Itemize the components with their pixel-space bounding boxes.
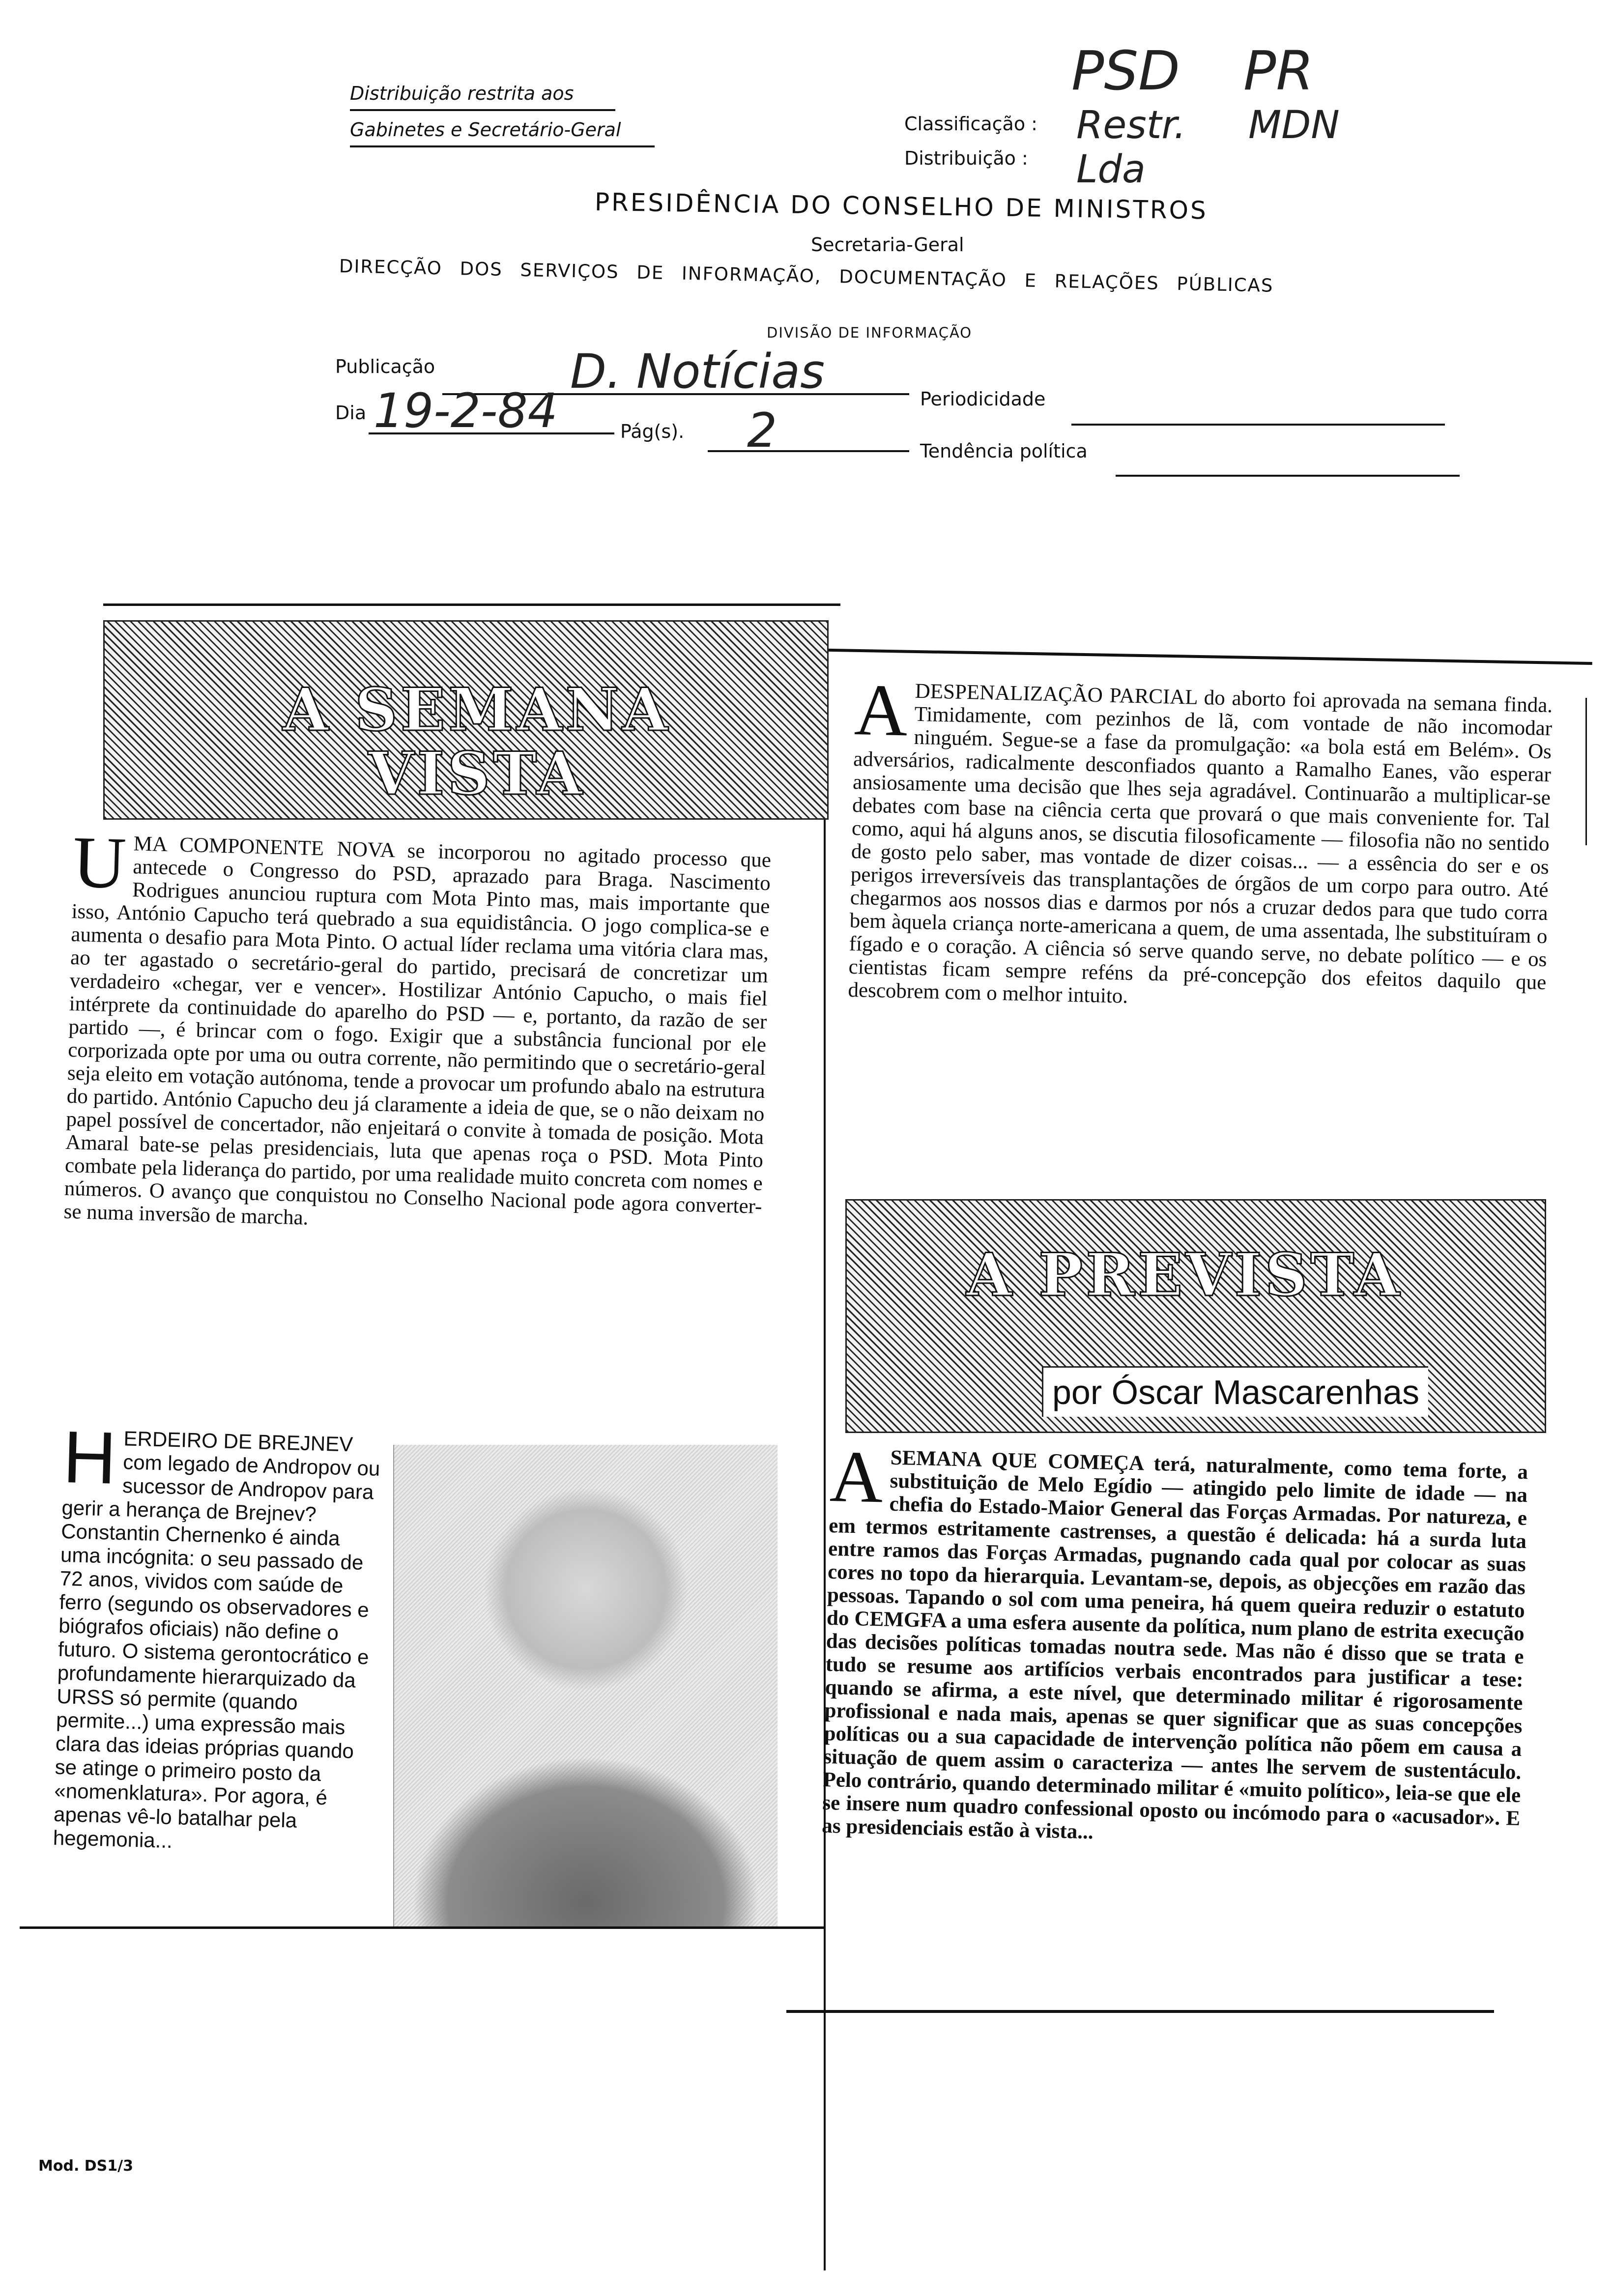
dia-label: Dia: [335, 402, 367, 424]
divisao-informacao: DIVISÃO DE INFORMAÇÃO: [767, 324, 973, 341]
article-despenalizacao-text: DESPENALIZAÇÃO PARCIAL do aborto foi aprovada na semana finda. Timidamente, com pezinhos de lã, com vontade de não incomodar ninguém. Segue-se a fase da promulgação: «a bola está em Belém». Os adversários, radicalmente desconfiados quanto a Ramalho Eanes, vão esperar ansiosamente uma decisão que lhes seja agradável. Continuarão a multiplicar-se debates com base na ciência certa que provará o que mais conveniente for. Tal como, aqui há alguns anos, se discutia filosoficamente — filosofia não no sentido de gosto pelo saber, mas vontade de dizer coisas... — a essência do ser e os perigos irreversíveis das transplantações de órgãos de um corpo para outro. Até chegarmos aos nossos dias e darmos por nós a cruzar dedos para que tudo corra bem àquela criança norte-americana a quem, de uma assentada, lhe substituíram o fígado e o coração. A ciência só serve quando serve, no debate político — e os cientistas ficam sempre reféns da pré-concepção dos efeitos daquilo que descobrem com o melhor intuito.: [848, 679, 1553, 1008]
distribution-line-1: Distribuição restrita aos: [350, 83, 574, 104]
clipping-top-rule-right: [777, 648, 1592, 665]
right-bottom-rule: [786, 2010, 1494, 2013]
article-cemgfa: [821, 1435, 1528, 1853]
article-psd-text: MA COMPONENTE NOVA se incorporou no agitado processo que antecede o Congresso do PSD, aprazado para Braga. Nascimento Rodrigues anunciou ruptura com Mota Pinto mas, mais importante que isso, António Capucho terá quebrado a sua equidistância. O jogo complica-se e aumenta o desafio para Mota Pinto. O actual líder reclama uma vitória clara mas, ao ter agastado o secretário-geral do partido, precisará de concretizar um verdadeiro «chegar, ver e vencer». Hostilizar António Capucho, o mais fiel intérprete da continuidade do aparelho do PSD — e, portanto, da razão de ser partido —, é brincar com o fogo. Exigir que a substância funcional por ele corporizada opte por uma ou outra corrente, não permitindo que o secretário-geral seja eleito em votação autónoma, tende a provocar um profundo abalo na estrutura do partido. António Capucho deu já claramente a ideia de que, se o não deixam no papel possível de concertador, não enjeitará o convite à tomada de posição. Mota Amaral bate-se pelas presidenciais, luta que apenas roça o PSD. Mota Pinto combate pela liderança do partido, por uma realidade muito concreta com nomes e números. O avanço que conquistou no Conselho Nacional pode agora converter-se numa inversão de marcha.: [63, 832, 772, 1230]
article-chernenko: [53, 1415, 388, 1858]
classificacao-label: Classificação :: [904, 113, 1037, 135]
article-cemgfa-dropcap: A: [829, 1435, 884, 1519]
form-code: Mod. DS1/3: [38, 2157, 133, 2175]
secretaria-geral: Secretaria-Geral: [811, 234, 964, 256]
article-cemgfa-text: SEMANA QUE COMEÇA terá, naturalmente, como tema forte, a substituição de Melo Egídio — atingido pelo limite de idade — na chefia do Estado-Maior General das Forças Armadas. Por natureza, e em termos estritamente castrenses, a questão é delicada: há a surda luta entre ramos das Forças Armadas, pugnando cada qual por colocar as suas cores no topo da hierarquia. Levantam-se, depois, as objecções em razão das pessoas. Tapando o sol com uma peneira, há quem queira reduzir o estatuto do CEMGFA a uma esfera ausente da política, num plano de estrita execução das decisões políticas tomadas noutra sede. Mas não é disso que se trata e tudo se resume aos artifícios verbais encontrados para justificar a tese: quando se afirma, a este nível, que determinado militar é rigorosamente profissional e nada mais, apenas se quer significar que as suas concepções políticas ou a sua capacidade de intervenção política não põem em causa a situação de quem assim o caracteriza — antes lhe servem de sustentáculo. Pelo contrário, quando determinado militar é «muito político», leia-se que ele se insere num quadro confessional oposto ou incómodo para o «acusador». E as presidenciais estão à vista...: [821, 1446, 1528, 1844]
article-chernenko-text: ERDEIRO DE BREJNEV com legado de Andropov ou sucessor de Andropov para gerir a herança de Brejnev? Constantin Chernenko é ainda uma incógnita: o seu passado de 72 anos, vividos com saúde de ferro (segundo os observadores e biógrafos oficiais) não define o futuro. O sistema gerontocrático e profundamente hierarquizado da URSS só permite (quando permite...) uma expressão mais clara das ideias próprias quando se atinge o primeiro posto da «nomenklatura». Por agora, é apenas vê-lo batalhar pela hegemonia...: [53, 1427, 380, 1853]
a-prevista-title: A PREVISTA: [966, 1240, 1403, 1310]
distribution-underline-2: [350, 145, 655, 147]
publicacao-value: D. Notícias: [570, 344, 825, 399]
pags-field-line: [708, 450, 909, 452]
handwritten-party: PSD: [1071, 39, 1180, 102]
direccao-line: DIRECÇÃO DOS SERVIÇOS DE INFORMAÇÃO, DOCUMENTAÇÃO E RELAÇÕES PÚBLICAS: [339, 256, 1274, 296]
handwritten-initials: PR: [1243, 39, 1314, 102]
pags-value: 2: [747, 403, 777, 458]
pags-label: Pág(s).: [620, 421, 685, 442]
article-despenalizacao: [848, 669, 1553, 1017]
classificacao-right: MDN: [1248, 103, 1340, 147]
tendencia-field-line: [1116, 475, 1460, 477]
classificacao-value: Restr.: [1076, 103, 1186, 147]
column-divider: [824, 654, 826, 2270]
left-bottom-rule: [20, 1926, 826, 1929]
org-title: PRESIDÊNCIA DO CONSELHO DE MINISTROS: [594, 188, 1209, 225]
publicacao-label: Publicação: [335, 356, 435, 377]
article-despenalizacao-dropcap: A: [853, 669, 909, 752]
article-psd-dropcap: U: [72, 821, 127, 904]
periodicidade-label: Periodicidade: [920, 388, 1046, 410]
dia-value: 19-2-84: [374, 383, 558, 438]
distribution-underline-1: [350, 109, 615, 111]
clipping-top-rule: [103, 603, 840, 606]
article-psd-congresso: [63, 821, 772, 1241]
periodicidade-field-line: [1071, 424, 1445, 426]
distribution-line-2: Gabinetes e Secretário-Geral: [350, 119, 621, 141]
distribuicao-label: Distribuição :: [904, 147, 1028, 169]
chernenko-portrait-photo: [393, 1445, 777, 1926]
a-semana-vista-title: A SEMANA VISTA: [283, 675, 671, 808]
clipping-right-rule: [1585, 698, 1587, 845]
byline: por Óscar Mascarenhas: [1042, 1366, 1428, 1417]
article-chernenko-dropcap: H: [62, 1415, 117, 1499]
distribuicao-value: Lda: [1076, 147, 1146, 192]
tendencia-label: Tendência política: [920, 440, 1088, 462]
